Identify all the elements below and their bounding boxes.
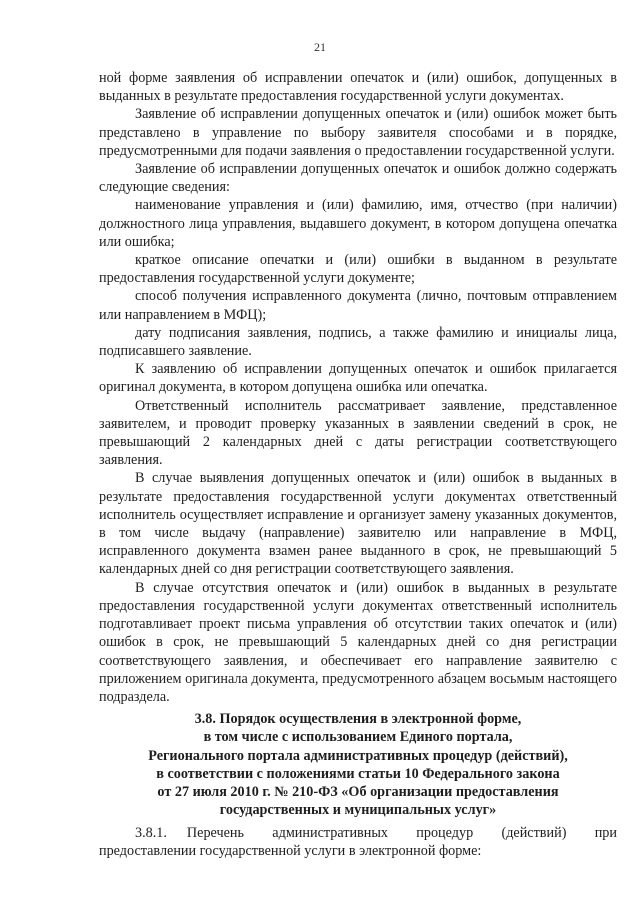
paragraph: В случае выявления допущенных опечаток и (или) ошибок в выданных в результате предоставления государственной услуги документах ответственный исполнитель осуществляет исправление и организует замену указанных документов, в том числе выдачу (направление) заявителю или направление в МФЦ, исправленного документа взамен ранее выданного в срок, не превышающий 5 календарных дней со дня регистрации соответствующего заявления.: [99, 470, 617, 578]
paragraph: ной форме заявления об исправлении опечаток и (или) ошибок, допущенных в выданных в результате предоставления государственной услуги документах.: [99, 70, 617, 105]
paragraph: дату подписания заявления, подпись, а также фамилию и инициалы лица, подписавшего заявление.: [99, 324, 617, 360]
paragraph: краткое описание опечатки и (или) ошибки в выданном в результате предоставления государственной услуги документе;: [99, 252, 617, 287]
heading-line: Регионального портала административных процедур (действий),: [148, 747, 568, 764]
heading-line: от 27 июля 2010 г. № 210-ФЗ «Об организации предоставления: [157, 784, 559, 801]
paragraph: Ответственный исполнитель рассматривает заявление, представленное заявителем, и проводит проверку указанных в заявлении сведений в срок, не превышающий 2 календарных дней с даты регистрации соответствующего заявления.: [99, 397, 617, 469]
subsection-text: Перечень административных процедур (действий) при предоставлении государственной услуги в электронной форме:: [99, 825, 617, 860]
heading-line: в том числе с использованием Единого портала,: [203, 729, 513, 746]
subsection-3-8-1: [99, 824, 617, 860]
paragraph: наименование управления и (или) фамилию, имя, отчество (при наличии) должностного лица управления, выдавшего документ, в котором допущена опечатка или ошибка;: [99, 197, 617, 250]
heading-line: 3.8. Порядок осуществления в электронной форме,: [194, 711, 522, 727]
subsection-number: 3.8.1.: [135, 825, 167, 841]
paragraph: [99, 824, 617, 860]
heading-line: государственных и муниципальных услуг»: [219, 802, 497, 819]
body-text: [99, 69, 617, 706]
page-number: 21: [314, 40, 326, 54]
paragraph: В случае отсутствия опечаток и (или) ошибок в выданных в результате предоставления государственной услуги документах ответственный исполнитель подготавливает проект письма управления об отсутствии таких опечаток и (или) ошибок в срок, не превышающий 5 календарных дней со дня регистрации соответствующего заявления, и обеспечивает его направление заявителю с приложением оригинала документа, предусмотренного абзацем восьмым настоящего подраздела.: [99, 579, 617, 705]
section-heading: [130, 710, 586, 820]
paragraph: К заявлению об исправлении допущенных опечаток и ошибок прилагается оригинал документа, в котором допущена ошибка или опечатка.: [99, 361, 617, 396]
heading-line: в соответствии с положениями статьи 10 Федерального закона: [156, 765, 560, 782]
paragraph: Заявление об исправлении допущенных опечаток и (или) ошибок может быть представлено в управление по выбору заявителя способами и в порядке, предусмотренными для подачи заявления о предоставлении государственной услуги.: [99, 106, 617, 159]
paragraph: Заявление об исправлении допущенных опечаток и ошибок должно содержать следующие сведения:: [99, 161, 617, 196]
paragraph: способ получения исправленного документа (лично, почтовым отправлением или направлением в МФЦ);: [99, 288, 617, 323]
